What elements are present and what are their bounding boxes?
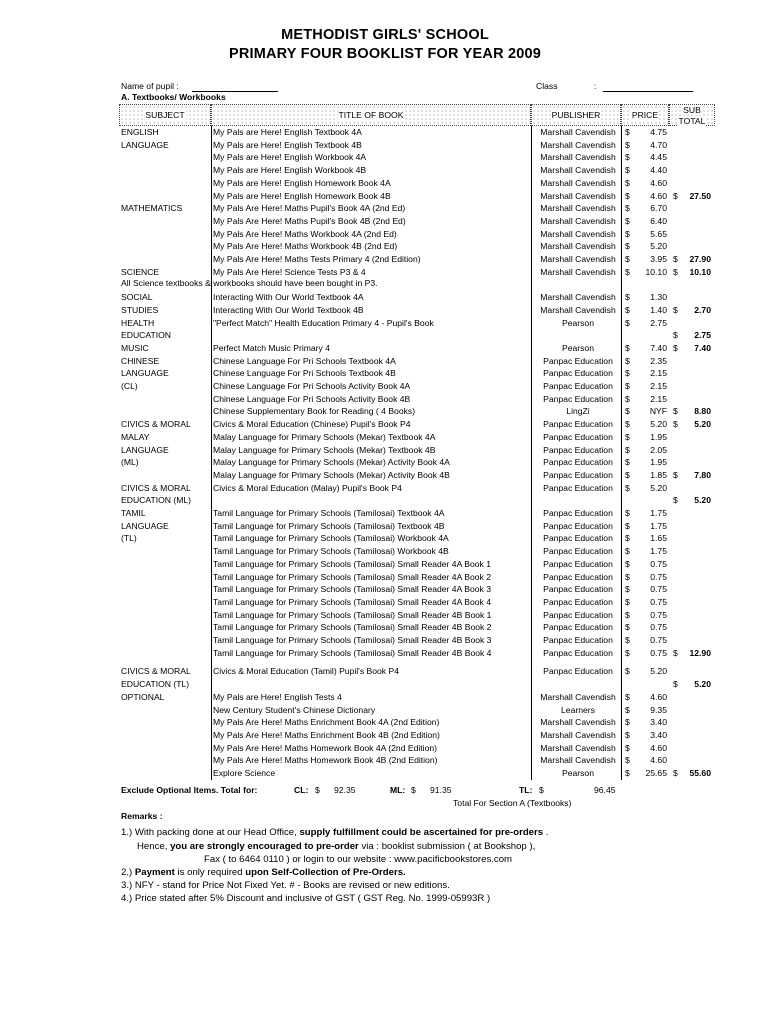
price-cell: 0.75	[650, 647, 667, 658]
subtotal-currency: $	[673, 679, 678, 690]
title-cell: "Perfect Match" Health Education Primary 4 - Pupil's Book	[213, 317, 434, 328]
tl-total: 96.45	[594, 785, 616, 795]
publisher-cell: Panpac Education	[543, 635, 613, 645]
title-cell: Perfect Match Music Primary 4	[213, 342, 330, 353]
subtotal-cell: 27.50	[689, 190, 711, 201]
price-currency: $	[625, 393, 630, 404]
class-colon: :	[594, 81, 597, 91]
title-cell: Civics & Moral Education (Malay) Pupil's Book P4	[213, 482, 402, 493]
price-cell: 0.75	[650, 558, 667, 569]
subtotal-cell: 27.90	[689, 254, 711, 264]
subtotal-cell: 5.20	[694, 419, 711, 430]
publisher-cell: Panpac Education	[543, 546, 613, 557]
price-cell: 1.95	[650, 457, 667, 468]
publisher-cell: Panpac Education	[543, 393, 613, 404]
publisher-cell: Panpac Education	[543, 508, 613, 518]
price-currency: $	[625, 304, 630, 315]
price-currency: $	[625, 729, 630, 740]
subject-cell: STUDIES	[121, 304, 159, 315]
remark-2: 2.) Payment is only required upon Self-Collection of Pre-Orders.	[121, 867, 406, 878]
title-cell: Chinese Supplementary Book for Reading ( 4 Books)	[213, 406, 416, 417]
subject-cell: (TL)	[121, 533, 137, 544]
publisher-cell: Marshall Cavendish	[540, 241, 616, 252]
column-rule	[621, 126, 622, 780]
price-cell: 2.05	[650, 444, 667, 455]
publisher-cell: Panpac Education	[543, 431, 613, 442]
title-cell: My Pals Are Here! Maths Pupil's Book 4A (2nd Ed)	[213, 203, 406, 214]
title-cell: My Pals Are Here! Maths Workbook 4A (2nd Ed)	[213, 228, 397, 239]
title-cell: Civics & Moral Education (Tamil) Pupil's Book P4	[213, 666, 399, 677]
title-cell: My Pals Are Here! Maths Homework Book 4A (2nd Edition)	[213, 742, 438, 753]
price-cell: 10.10	[645, 266, 667, 277]
subject-cell: EDUCATION (TL)	[121, 679, 190, 690]
price-currency: $	[625, 508, 630, 518]
title-cell: Chinese Language For Pri Schools Activity Book 4B	[213, 393, 411, 404]
subtotal-cell: 7.80	[694, 469, 711, 480]
publisher-cell: Marshall Cavendish	[540, 190, 616, 201]
header-price: PRICE	[621, 104, 669, 126]
publisher-cell: Marshall Cavendish	[540, 304, 616, 315]
title-cell: Tamil Language for Primary Schools (Tamilosai) Small Reader 4B Book 1	[213, 609, 492, 620]
price-cell: 1.75	[650, 508, 667, 518]
title-cell: My Pals are Here! English Homework Book 4B	[213, 190, 391, 201]
price-currency: $	[625, 533, 630, 544]
publisher-cell: Marshall Cavendish	[540, 292, 616, 303]
subject-cell: TAMIL	[121, 508, 146, 518]
price-cell: 4.60	[650, 177, 667, 188]
price-currency: $	[625, 622, 630, 633]
title-cell: My Pals are Here! English Workbook 4A	[213, 152, 367, 163]
price-cell: 7.40	[650, 342, 667, 353]
publisher-cell: Marshall Cavendish	[540, 228, 616, 239]
header-publisher: PUBLISHER	[531, 104, 621, 126]
publisher-cell: Marshall Cavendish	[540, 177, 616, 188]
price-currency: $	[625, 292, 630, 303]
title-cell: Tamil Language for Primary Schools (Tamilosai) Small Reader 4A Book 2	[213, 571, 491, 582]
section-heading: A. Textbooks/ Workbooks	[121, 92, 226, 102]
price-cell: 25.65	[645, 768, 667, 778]
publisher-cell: Panpac Education	[543, 647, 613, 658]
price-currency: $	[625, 241, 630, 252]
tl-label: TL:	[519, 785, 533, 795]
price-cell: 2.15	[650, 393, 667, 404]
price-cell: 4.45	[650, 152, 667, 163]
subject-cell: SOCIAL	[121, 292, 153, 303]
title-cell: Tamil Language for Primary Schools (Tamilosai) Textbook 4B	[213, 520, 445, 531]
title-cell: Tamil Language for Primary Schools (Tamilosai) Small Reader 4A Book 1	[213, 558, 491, 569]
subject-cell: HEALTH	[121, 317, 155, 328]
subtotal-cell: 55.60	[689, 768, 711, 778]
publisher-cell: Marshall Cavendish	[540, 755, 616, 766]
subtotal-cell: 5.20	[694, 495, 711, 506]
title-cell: Tamil Language for Primary Schools (Tamilosai) Small Reader 4B Book 4	[213, 647, 492, 658]
cl-label: CL:	[294, 785, 309, 795]
price-currency: $	[625, 571, 630, 582]
title-cell: Tamil Language for Primary Schools (Tamilosai) Small Reader 4A Book 3	[213, 584, 491, 595]
price-currency: $	[625, 444, 630, 455]
price-currency: $	[625, 203, 630, 214]
class-label: Class	[536, 81, 558, 91]
price-cell: 1.40	[650, 304, 667, 315]
publisher-cell: Marshall Cavendish	[540, 203, 616, 214]
price-currency: $	[625, 127, 630, 137]
publisher-cell: Marshall Cavendish	[540, 254, 616, 264]
header-title: TITLE OF BOOK	[211, 104, 531, 126]
remark-4: 4.) Price stated after 5% Discount and inclusive of GST ( GST Reg. No. 1999-05993R )	[121, 893, 491, 904]
price-currency: $	[625, 546, 630, 557]
name-label: Name of pupil :	[121, 81, 179, 91]
price-currency: $	[625, 647, 630, 658]
title-cell: Interacting With Our World Textbook 4A	[213, 292, 364, 303]
ml-label: ML:	[390, 785, 406, 795]
price-cell: 5.20	[650, 419, 667, 430]
title-cell: Malay Language for Primary Schools (Mekar) Textbook 4B	[213, 444, 436, 455]
subtotal-currency: $	[673, 495, 678, 506]
price-cell: 1.85	[650, 469, 667, 480]
publisher-cell: Panpac Education	[543, 419, 613, 430]
subject-cell: CIVICS & MORAL	[121, 419, 191, 430]
title-cell: Interacting With Our World Textbook 4B	[213, 304, 364, 315]
subject-cell: ENGLISH	[121, 127, 159, 137]
publisher-cell: Panpac Education	[543, 596, 613, 607]
price-currency: $	[625, 419, 630, 430]
price-currency: $	[625, 635, 630, 645]
price-cell: NYF	[649, 406, 667, 417]
subject-cell: MALAY	[121, 431, 150, 442]
publisher-cell: Panpac Education	[543, 355, 613, 366]
price-currency: $	[625, 266, 630, 277]
price-cell: 9.35	[650, 704, 667, 715]
publisher-cell: Marshall Cavendish	[540, 127, 616, 137]
publisher-cell: Pearson	[561, 342, 594, 353]
subtotal-currency: $	[673, 190, 678, 201]
title-cell: My Pals Are Here! Maths Pupil's Book 4B (2nd Ed)	[213, 215, 406, 226]
title-cell: Tamil Language for Primary Schools (Tamilosai) Workbook 4A	[213, 533, 449, 544]
title-cell: Malay Language for Primary Schools (Mekar) Activity Book 4A	[213, 457, 450, 468]
title-cell: Tamil Language for Primary Schools (Tamilosai) Textbook 4A	[213, 508, 445, 518]
price-currency: $	[625, 165, 630, 176]
publisher-cell: Panpac Education	[543, 381, 613, 391]
title-cell: My Pals Are Here! Maths Enrichment Book 4B (2nd Edition)	[213, 729, 440, 740]
title-cell: Tamil Language for Primary Schools (Tamilosai) Small Reader 4B Book 2	[213, 622, 492, 633]
title-cell: Explore Science	[213, 768, 276, 778]
publisher-cell: Panpac Education	[543, 584, 613, 595]
publisher-cell: Panpac Education	[543, 571, 613, 582]
publisher-cell: Panpac Education	[543, 609, 613, 620]
subtotal-currency: $	[673, 342, 678, 353]
table-note: All Science textbooks & workbooks should have been bought in P3.	[121, 278, 378, 289]
publisher-cell: Panpac Education	[543, 368, 613, 379]
price-currency: $	[625, 152, 630, 163]
price-cell: 0.75	[650, 622, 667, 633]
title-cell: My Pals Are Here! Science Tests P3 & 4	[213, 266, 366, 277]
price-currency: $	[625, 768, 630, 778]
subject-cell: LANGUAGE	[121, 139, 169, 150]
price-currency: $	[625, 482, 630, 493]
title-cell: Chinese Language For Pri Schools Activity Book 4A	[213, 381, 411, 391]
class-line	[603, 91, 693, 92]
price-cell: 1.95	[650, 431, 667, 442]
subtotal-currency: $	[673, 768, 678, 778]
subtotal-cell: 5.20	[694, 679, 711, 690]
school-name: METHODIST GIRLS' SCHOOL	[281, 27, 489, 43]
price-cell: 1.75	[650, 520, 667, 531]
price-cell: 4.60	[650, 755, 667, 766]
publisher-cell: Panpac Education	[543, 533, 613, 544]
price-currency: $	[625, 228, 630, 239]
price-currency: $	[625, 717, 630, 728]
cl-currency: $	[315, 785, 320, 795]
price-currency: $	[625, 558, 630, 569]
publisher-cell: Learners	[561, 704, 595, 715]
subject-cell: CIVICS & MORAL	[121, 482, 191, 493]
subtotal-cell: 8.80	[694, 406, 711, 417]
price-currency: $	[625, 704, 630, 715]
price-cell: 1.65	[650, 533, 667, 544]
price-cell: 2.15	[650, 381, 667, 391]
header-subtotal: SUB TOTAL	[669, 104, 715, 126]
totals-label: Exclude Optional Items. Total for:	[121, 785, 258, 795]
subject-cell: CIVICS & MORAL	[121, 666, 191, 677]
price-currency: $	[625, 368, 630, 379]
subject-cell: MUSIC	[121, 342, 149, 353]
price-currency: $	[625, 457, 630, 468]
publisher-cell: Panpac Education	[543, 457, 613, 468]
remark-1-cont: Hence, you are strongly encouraged to pre-order via : booklist submission ( at Bookshop ),	[137, 841, 536, 852]
publisher-cell: Panpac Education	[543, 666, 613, 677]
subject-cell: LANGUAGE	[121, 520, 169, 531]
section-total-label: Total For Section A (Textbooks)	[453, 798, 572, 808]
publisher-cell: Pearson	[561, 317, 594, 328]
subject-cell: LANGUAGE	[121, 368, 169, 379]
publisher-cell: Panpac Education	[543, 520, 613, 531]
price-currency: $	[625, 139, 630, 150]
publisher-cell: Marshall Cavendish	[540, 139, 616, 150]
price-currency: $	[625, 177, 630, 188]
subtotal-currency: $	[673, 469, 678, 480]
subtotal-cell: 7.40	[694, 342, 711, 353]
price-cell: 4.40	[650, 165, 667, 176]
subtotal-cell: 2.75	[694, 330, 711, 341]
ml-currency: $	[411, 785, 416, 795]
price-cell: 0.75	[650, 596, 667, 607]
price-cell: 5.20	[650, 666, 667, 677]
price-cell: 0.75	[650, 584, 667, 595]
title-cell: Chinese Language For Pri Schools Textbook 4A	[213, 355, 396, 366]
title-cell: Malay Language for Primary Schools (Mekar) Textbook 4A	[213, 431, 436, 442]
subtotal-currency: $	[673, 304, 678, 315]
totals-row	[0, 785, 770, 811]
price-cell: 5.20	[650, 241, 667, 252]
publisher-cell: Panpac Education	[543, 622, 613, 633]
price-currency: $	[625, 406, 630, 417]
publisher-cell: Marshall Cavendish	[540, 729, 616, 740]
title-cell: My Pals are Here! English Homework Book 4A	[213, 177, 391, 188]
price-cell: 6.40	[650, 215, 667, 226]
ml-total: 91.35	[430, 785, 452, 795]
price-currency: $	[625, 381, 630, 391]
price-cell: 5.20	[650, 482, 667, 493]
column-rule	[211, 126, 212, 780]
publisher-cell: Panpac Education	[543, 482, 613, 493]
price-cell: 3.40	[650, 717, 667, 728]
title-cell: Tamil Language for Primary Schools (Tamilosai) Small Reader 4A Book 4	[213, 596, 491, 607]
subtotal-cell: 12.90	[689, 647, 711, 658]
publisher-cell: Panpac Education	[543, 469, 613, 480]
publisher-cell: Marshall Cavendish	[540, 691, 616, 702]
title-cell: My Pals are Here! English Textbook 4B	[213, 139, 362, 150]
publisher-cell: Marshall Cavendish	[540, 152, 616, 163]
price-currency: $	[625, 609, 630, 620]
cl-total: 92.35	[334, 785, 356, 795]
title-cell: My Pals Are Here! Maths Workbook 4B (2nd Ed)	[213, 241, 398, 252]
publisher-cell: Panpac Education	[543, 444, 613, 455]
price-cell: 2.15	[650, 368, 667, 379]
subtotal-currency: $	[673, 419, 678, 430]
publisher-cell: Panpac Education	[543, 558, 613, 569]
remarks-heading: Remarks :	[121, 811, 163, 821]
subject-cell: OPTIONAL	[121, 691, 165, 702]
subtotal-currency: $	[673, 254, 678, 264]
publisher-cell: Marshall Cavendish	[540, 215, 616, 226]
tl-currency: $	[539, 785, 544, 795]
price-currency: $	[625, 215, 630, 226]
header-subject: SUBJECT	[119, 104, 211, 126]
title-cell: My Pals Are Here! Maths Enrichment Book 4A (2nd Edition)	[213, 717, 440, 728]
subtotal-currency: $	[673, 647, 678, 658]
price-currency: $	[625, 190, 630, 201]
publisher-cell: Pearson	[561, 768, 594, 778]
price-currency: $	[625, 355, 630, 366]
subject-cell: SCIENCE	[121, 266, 160, 277]
subject-cell: (ML)	[121, 457, 139, 468]
price-cell: 1.75	[650, 546, 667, 557]
title-cell: My Pals are Here! English Textbook 4A	[213, 127, 362, 137]
price-cell: 3.40	[650, 729, 667, 740]
price-currency: $	[625, 254, 630, 264]
price-cell: 0.75	[650, 635, 667, 645]
price-cell: 2.75	[650, 317, 667, 328]
price-cell: 4.70	[650, 139, 667, 150]
title-cell: New Century Student's Chinese Dictionary	[213, 704, 376, 715]
subtotal-currency: $	[673, 266, 678, 277]
price-cell: 4.60	[650, 691, 667, 702]
title-cell: Malay Language for Primary Schools (Mekar) Activity Book 4B	[213, 469, 450, 480]
price-cell: 4.75	[650, 127, 667, 137]
title-cell: Tamil Language for Primary Schools (Tamilosai) Workbook 4B	[213, 546, 449, 557]
publisher-cell: Marshall Cavendish	[540, 266, 616, 277]
price-cell: 4.60	[650, 742, 667, 753]
remark-1: 1.) With packing done at our Head Office, supply fulfillment could be ascertained for pre-orders .	[121, 827, 549, 838]
subtotal-cell: 2.70	[694, 304, 711, 315]
publisher-cell: Marshall Cavendish	[540, 742, 616, 753]
price-currency: $	[625, 691, 630, 702]
title-cell: My Pals Are Here! Maths Homework Book 4B (2nd Edition)	[213, 755, 438, 766]
page-title: PRIMARY FOUR BOOKLIST FOR YEAR 2009	[228, 46, 542, 62]
price-currency: $	[625, 742, 630, 753]
subject-cell: CHINESE	[121, 355, 160, 366]
price-cell: 5.65	[650, 228, 667, 239]
price-currency: $	[625, 520, 630, 531]
publisher-cell: Marshall Cavendish	[540, 717, 616, 728]
price-cell: 0.75	[650, 571, 667, 582]
title-cell: My Pals are Here! English Workbook 4B	[213, 165, 367, 176]
title-cell: My Pals are Here! English Tests 4	[213, 691, 342, 702]
price-cell: 4.60	[650, 190, 667, 201]
price-cell: 0.75	[650, 609, 667, 620]
price-cell: 2.35	[650, 355, 667, 366]
price-cell: 3.95	[650, 254, 667, 264]
remark-3: 3.) NFY - stand for Price Not Fixed Yet. # - Books are revised or new editions.	[121, 880, 450, 891]
price-currency: $	[625, 755, 630, 766]
price-currency: $	[625, 317, 630, 328]
column-rule	[531, 126, 532, 780]
price-currency: $	[625, 666, 630, 677]
publisher-cell: LingZi	[566, 406, 590, 417]
price-currency: $	[625, 584, 630, 595]
title-cell: Civics & Moral Education (Chinese) Pupil's Book P4	[213, 419, 411, 430]
price-cell: 1.30	[650, 292, 667, 303]
price-cell: 6.70	[650, 203, 667, 214]
remark-1-fax: Fax ( to 6464 0110 ) or login to our website : www.pacificbookstores.com	[204, 854, 513, 865]
subject-cell: (CL)	[121, 381, 138, 391]
subject-cell: EDUCATION (ML)	[121, 495, 192, 506]
subtotal-currency: $	[673, 406, 678, 417]
subject-cell: EDUCATION	[121, 330, 171, 341]
title-cell: Tamil Language for Primary Schools (Tamilosai) Small Reader 4B Book 3	[213, 635, 492, 645]
subtotal-cell: 10.10	[689, 266, 711, 277]
subtotal-currency: $	[673, 330, 678, 341]
price-currency: $	[625, 469, 630, 480]
title-cell: Chinese Language For Pri Schools Textbook 4B	[213, 368, 396, 379]
title-cell: My Pals Are Here! Maths Tests Primary 4 (2nd Edition)	[213, 254, 421, 264]
price-currency: $	[625, 431, 630, 442]
subject-cell: MATHEMATICS	[121, 203, 183, 214]
subject-cell: LANGUAGE	[121, 444, 169, 455]
price-currency: $	[625, 596, 630, 607]
price-currency: $	[625, 342, 630, 353]
publisher-cell: Marshall Cavendish	[540, 165, 616, 176]
